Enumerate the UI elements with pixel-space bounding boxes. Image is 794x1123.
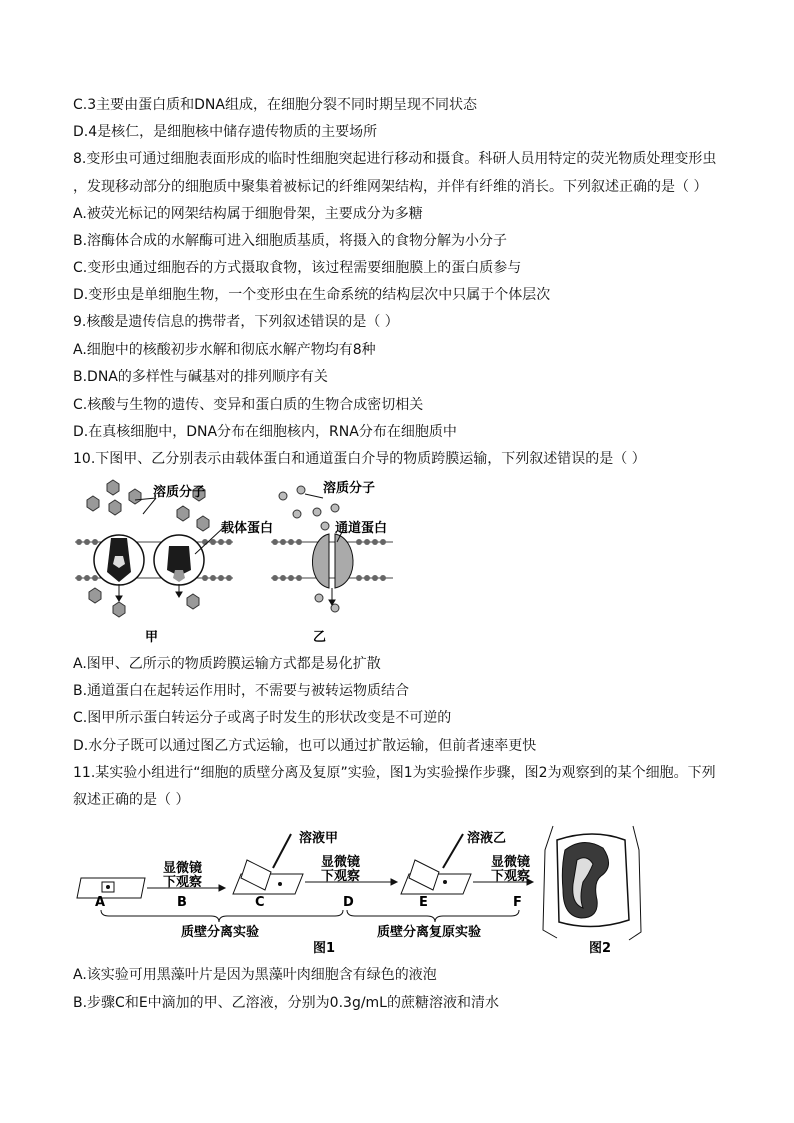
- question-11-stem-2: 叙述正确的是（ ）: [73, 792, 190, 808]
- carrier-protein-2: [154, 535, 204, 585]
- question-11-stem-1: 11.某实验小组进行“细胞的质壁分离及复原”实验，图1为实验操作步骤，图2为观察到的某个细胞。下列: [73, 765, 716, 781]
- step-f: F: [513, 895, 522, 910]
- question-11-option-b: B.步骤C和E中滴加的甲、乙溶液，分别为0.3g/mL的蔗糖溶液和清水: [73, 995, 499, 1011]
- question-10-option-b: B.通道蛋白在起转运作用时，不需要与被转运物质结合: [73, 683, 410, 699]
- question-8-option-a: A.被荧光标记的网架结构属于细胞骨架，主要成分为多糖: [73, 206, 423, 222]
- question-11-option-a: A.该实验可用黑藻叶片是因为黑藻叶肉细胞含有绿色的液泡: [73, 967, 437, 983]
- slide-e: [401, 834, 471, 894]
- solution-yi-label: 溶液乙: [467, 831, 507, 846]
- solution-jia-label: 溶液甲: [299, 831, 339, 846]
- observe-2-line2: 下观察: [321, 869, 361, 884]
- question-8-stem-2: ，发现移动部分的细胞质中聚集着被标记的纤维网架结构，并伴有纤维的消长。下列叙述正确的是（ ）: [73, 179, 708, 195]
- observe-2-line1: 显微镜: [321, 855, 361, 870]
- bracket-recovery: [347, 910, 519, 922]
- observe-3-line1: 显微镜: [491, 855, 531, 870]
- solute-label-a: 溶质分子: [153, 485, 206, 500]
- bracket-plasmolysis: [101, 910, 343, 922]
- question-9-option-a: A.细胞中的核酸初步水解和彻底水解产物均有8种: [73, 342, 376, 358]
- plasmolysis-label: 质壁分离实验: [181, 925, 260, 940]
- observe-1-line2: 下观察: [163, 875, 203, 890]
- question-9-stem: 9.核酸是遗传信息的携带者，下列叙述错误的是（ ）: [73, 314, 399, 330]
- question-8-option-c: C.变形虫通过细胞吞的方式摄取食物，该过程需要细胞膜上的蛋白质参与: [73, 260, 522, 276]
- question-10-option-c: C.图甲所示蛋白转运分子或离子时发生的形状改变是不可逆的: [73, 710, 452, 726]
- figure-1-label: 图1: [313, 941, 336, 956]
- slide-c: [233, 834, 303, 894]
- carrier-protein-label: 载体蛋白: [221, 521, 274, 536]
- step-d: D: [343, 895, 354, 910]
- plasmolysis-experiment-figure: [73, 820, 673, 960]
- slide-a: [77, 878, 145, 898]
- channel-protein-label: 通道蛋白: [335, 521, 388, 536]
- question-9-option-b: B.DNA的多样性与碱基对的排列顺序有关: [73, 369, 328, 385]
- question-10-option-a: A.图甲、乙所示的物质跨膜运输方式都是易化扩散: [73, 656, 381, 672]
- step-a: A: [95, 895, 106, 910]
- membrane-b: [271, 542, 393, 578]
- question-8-stem-1: 8.变形虫可通过细胞表面形成的临时性细胞突起进行移动和摄食。科研人员用特定的荧光物质处理变形虫: [73, 151, 717, 167]
- step-e: E: [419, 895, 428, 910]
- question-8-option-b: B.溶酶体合成的水解酶可进入细胞质基质，将摄入的食物分解为小分子: [73, 233, 508, 249]
- observe-1-line1: 显微镜: [163, 861, 203, 876]
- question-8-option-d: D.变形虫是单细胞生物，一个变形虫在生命系统的结构层次中只属于个体层次: [73, 287, 551, 303]
- question-9-option-c: C.核酸与生物的遗传、变异和蛋白质的生物合成密切相关: [73, 397, 424, 413]
- carrier-protein-1: [94, 535, 144, 585]
- question-9-option-d: D.在真核细胞中，DNA分布在细胞核内，RNA分布在细胞质中: [73, 424, 457, 440]
- option-c-q7: C.3主要由蛋白质和DNA组成，在细胞分裂不同时期呈现不同状态: [73, 97, 477, 113]
- plant-cell-drawing: [543, 826, 641, 940]
- panel-label-yi: 乙: [313, 630, 327, 645]
- solute-molecules-b: [279, 486, 339, 612]
- recovery-label: 质壁分离复原实验: [377, 925, 482, 940]
- observe-3-line2: 下观察: [491, 869, 531, 884]
- figure-2-label: 图2: [589, 941, 612, 956]
- solute-label-b: 溶质分子: [323, 481, 376, 496]
- step-b: B: [177, 895, 187, 910]
- option-d-q7: D.4是核仁，是细胞核中储存遗传物质的主要场所: [73, 124, 378, 140]
- panel-label-jia: 甲: [145, 630, 159, 645]
- question-10-option-d: D.水分子既可以通过图乙方式运输，也可以通过扩散运输，但前者速率更快: [73, 738, 537, 754]
- question-10-stem: 10.下图甲、乙分别表示由载体蛋白和通道蛋白介导的物质跨膜运输，下列叙述错误的是（ ）: [73, 451, 646, 467]
- step-c: C: [255, 895, 265, 910]
- transport-protein-figure: [73, 476, 403, 646]
